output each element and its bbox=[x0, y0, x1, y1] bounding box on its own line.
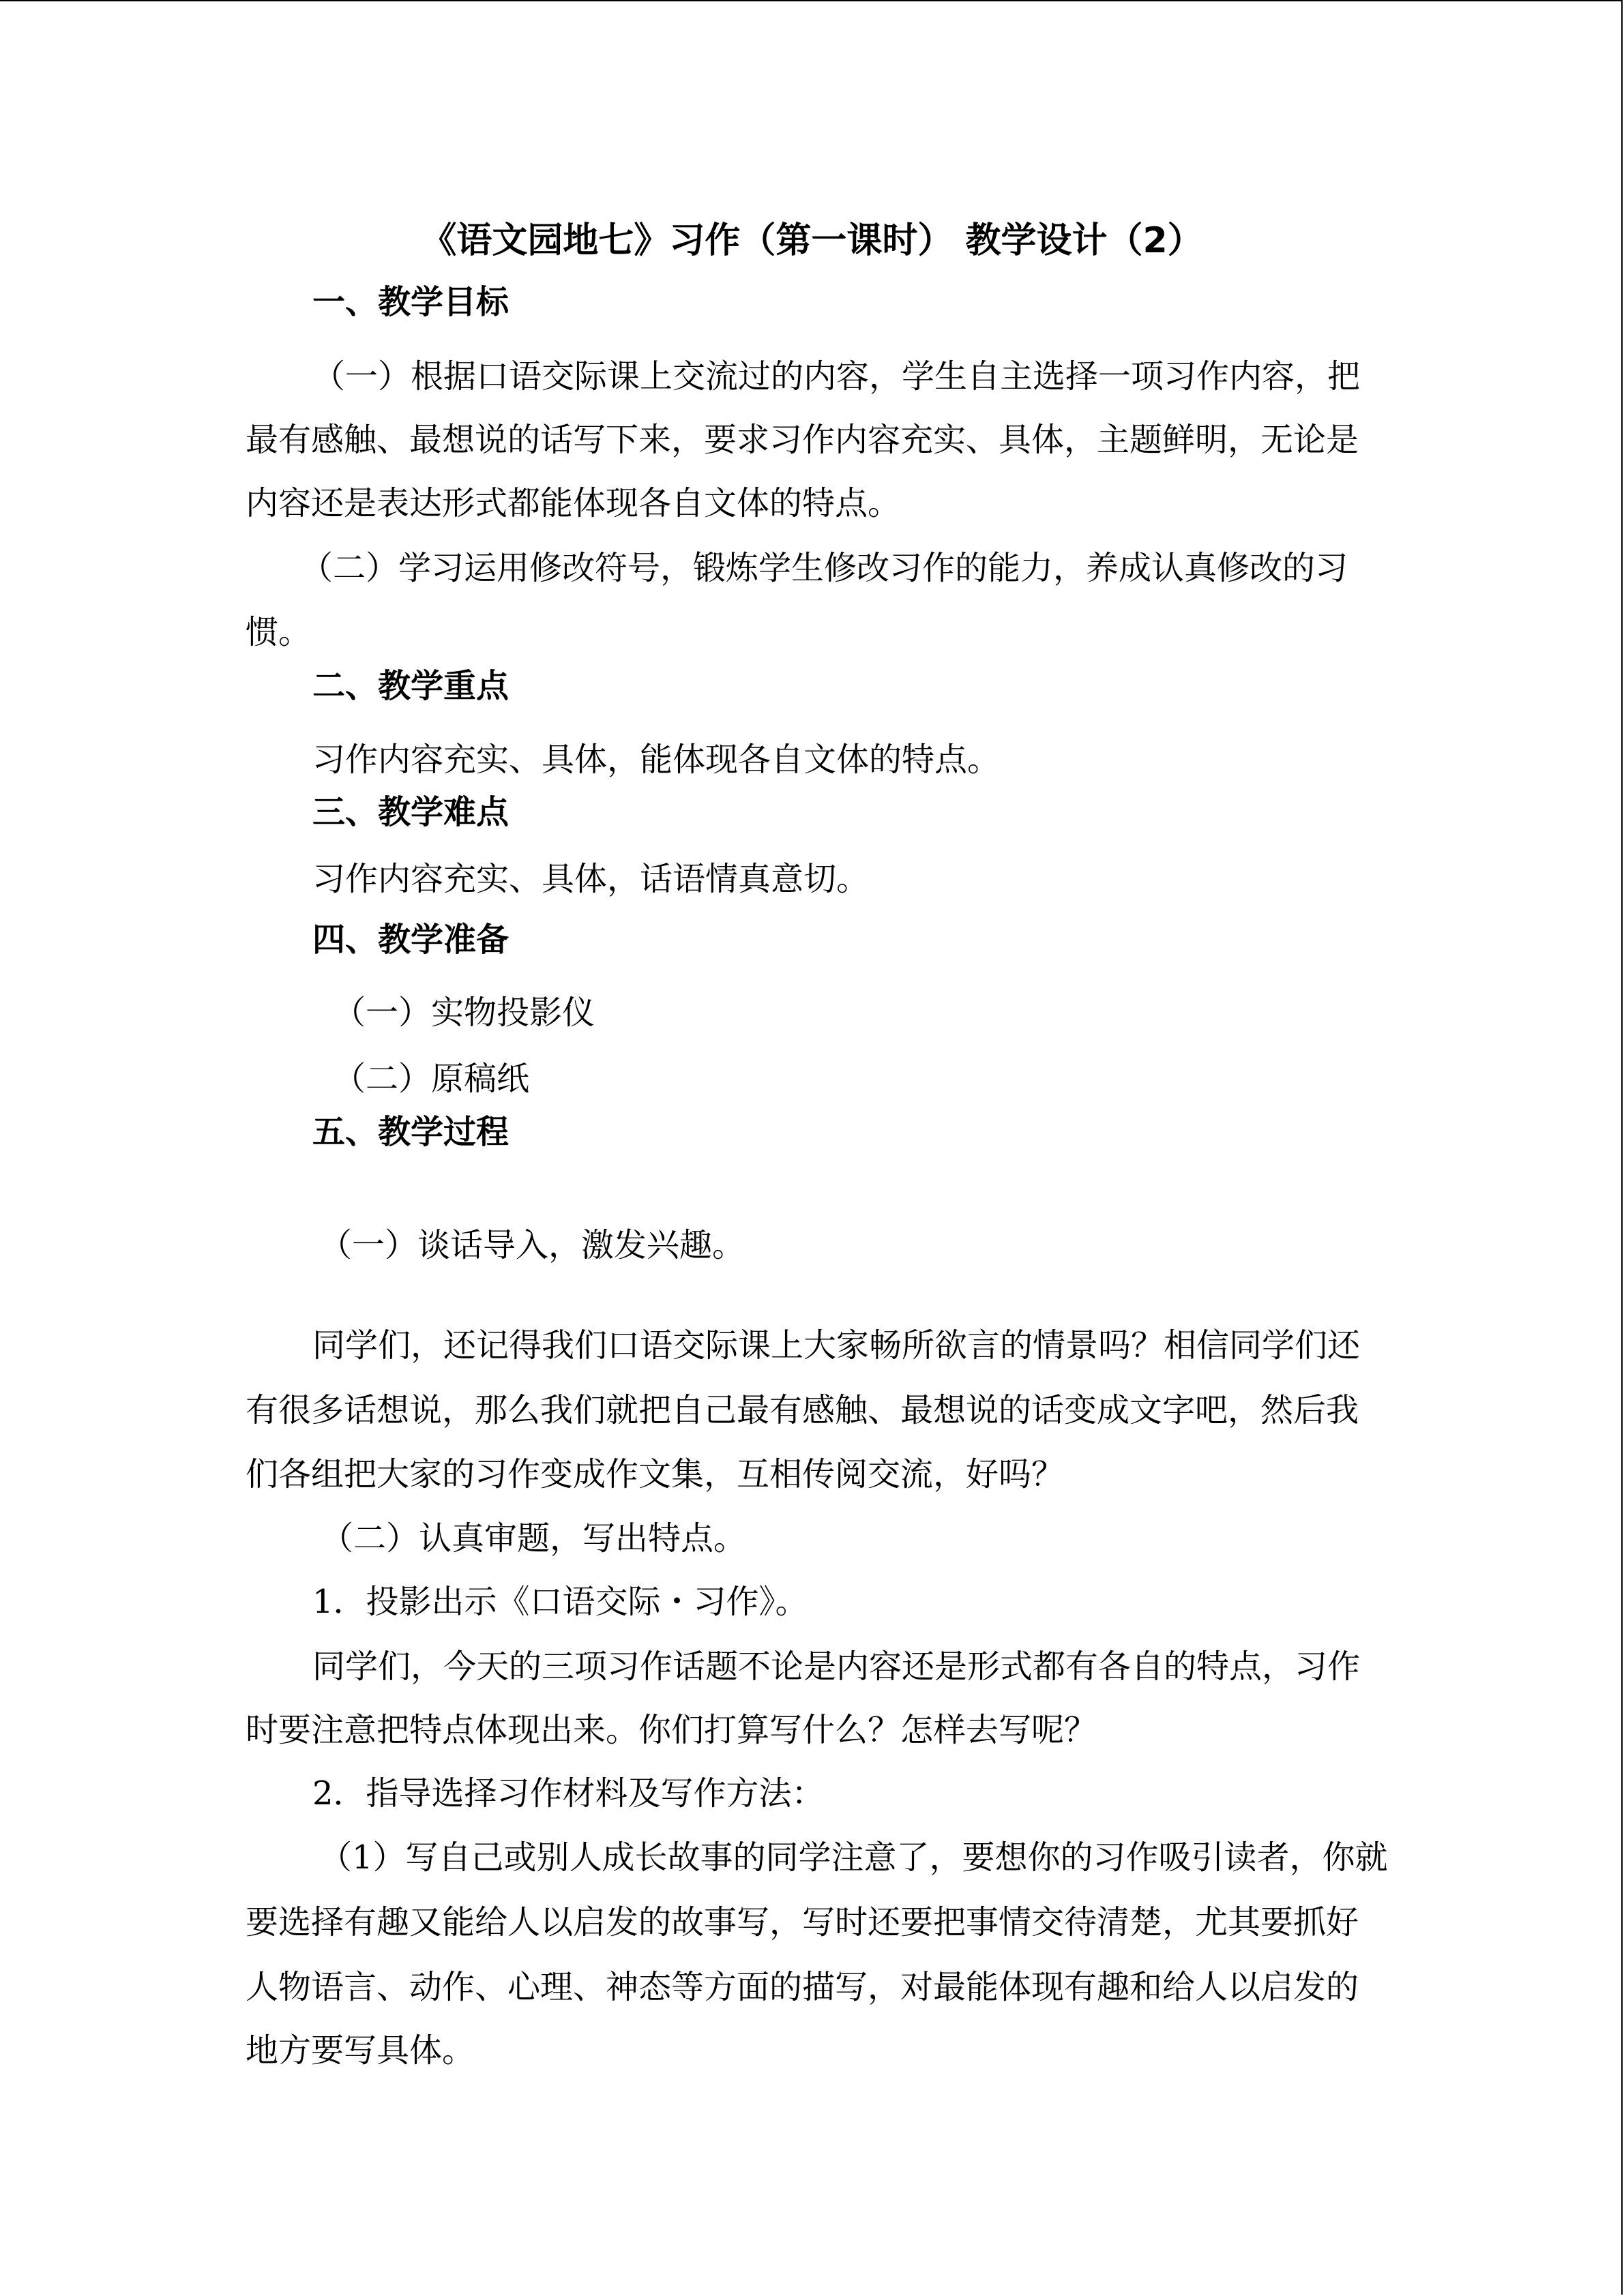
objectives-para2-line1: （二）学习运用修改符号，锻炼学生修改习作的能力，养成认真修改的习 bbox=[300, 549, 1348, 587]
section-heading-difficulties: 三、教学难点 bbox=[312, 793, 510, 831]
preparation-item-2: （二）原稿纸 bbox=[333, 1060, 530, 1098]
process-step-2: 2．指导选择习作材料及写作方法： bbox=[312, 1774, 825, 1813]
objectives-para1-line3: 内容还是表达形式都能体现各自文体的特点。 bbox=[246, 484, 901, 522]
process-para3-line3: 人物语言、动作、心理、神态等方面的描写，对最能体现有趣和给人以启发的 bbox=[246, 1968, 1359, 2006]
process-para1-line2: 有很多话想说，那么我们就把自己最有感触、最想说的话变成文字吧，然后我 bbox=[246, 1391, 1359, 1429]
process-para2-line2: 时要注意把特点体现出来。你们打算写什么？怎样去写呢？ bbox=[246, 1711, 1097, 1749]
section-heading-objectives: 一、教学目标 bbox=[312, 283, 510, 321]
preparation-item-1: （一）实物投影仪 bbox=[333, 994, 595, 1032]
objectives-para2-line2: 惯。 bbox=[246, 613, 312, 651]
objectives-para1-line1: （一）根据口语交际课上交流过的内容，学生自主选择一项习作内容，把 bbox=[312, 357, 1361, 396]
process-sub2: （二）认真审题，写出特点。 bbox=[321, 1519, 747, 1557]
process-para3-line2: 要选择有趣又能给人以启发的故事写，写时还要把事情交待清楚，尤其要抓好 bbox=[246, 1903, 1359, 1941]
section-heading-key-points: 二、教学重点 bbox=[312, 667, 510, 705]
process-para2-line1: 同学们，今天的三项习作话题不论是内容还是形式都有各自的特点，习作 bbox=[312, 1648, 1361, 1686]
process-para1-line3: 们各组把大家的习作变成作文集，互相传阅交流，好吗？ bbox=[246, 1455, 1065, 1493]
process-para1-line1: 同学们，还记得我们口语交际课上大家畅所欲言的情景吗？相信同学们还 bbox=[312, 1326, 1361, 1365]
process-para3-line1: （1）写自己或别人成长故事的同学注意了，要想你的习作吸引读者，你就 bbox=[319, 1838, 1388, 1877]
process-sub1: （一）谈话导入，激发兴趣。 bbox=[319, 1226, 745, 1264]
process-para3-line4: 地方要写具体。 bbox=[246, 2031, 475, 2070]
process-step-1: 1．投影出示《口语交际・习作》。 bbox=[312, 1583, 808, 1621]
document-title: 《语文园地七》习作（第一课时） 教学设计（2） bbox=[421, 220, 1203, 261]
difficulties-text: 习作内容充实、具体，话语情真意切。 bbox=[312, 860, 870, 898]
objectives-para1-line2: 最有感触、最想说的话写下来，要求习作内容充实、具体，主题鲜明，无论是 bbox=[246, 421, 1359, 459]
section-heading-process: 五、教学过程 bbox=[312, 1113, 510, 1151]
section-heading-preparation: 四、教学准备 bbox=[312, 921, 510, 959]
key-points-text: 习作内容充实、具体，能体现各自文体的特点。 bbox=[312, 741, 1001, 779]
